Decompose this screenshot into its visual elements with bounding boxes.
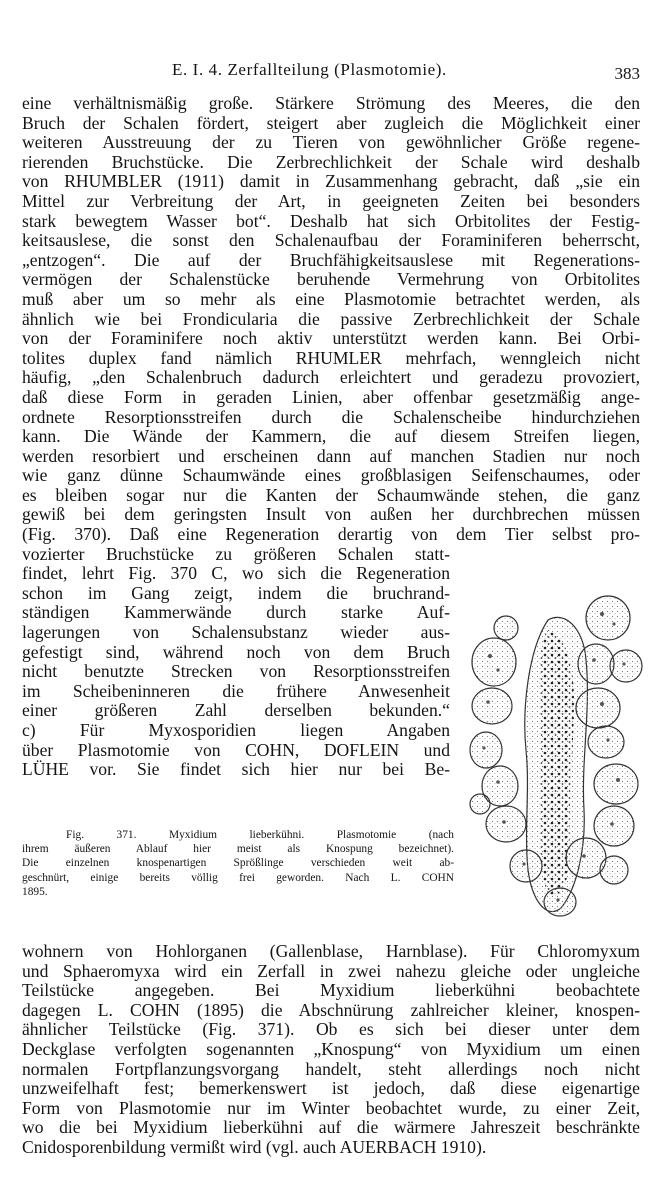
text-line: muß aber um so mehr als eine Plasmotomie betrachtet werden, als (22, 288, 640, 309)
text-line: es bleiben sogar nur die Kanten der Schaumwände stehen, die ganz (22, 484, 640, 505)
wrapped-lines (22, 545, 450, 780)
text-line: Deckglase verfolgten sogenannten „Knospung“ von Myxidium um einen (22, 1038, 640, 1059)
text-line: wohnern von Hohlorganen (Gallenblase, Harnblase). Für Chloromyxum (22, 941, 640, 961)
myxidium-drawing (466, 590, 656, 920)
text-line: einer größeren Zahl derselben bekunden.“ (22, 700, 450, 721)
text-line: Cnidosporenbildung vermißt wird (vgl. auch AUERBACH 1910). (22, 1136, 487, 1157)
text-line: wie ganz dünne Schaumwände eines großblasigen Seifenschaumes, oder (22, 465, 640, 486)
text-line: lagerungen von Schalensubstanz wieder aus- (22, 622, 450, 643)
text-line: rierenden Bruchstücke. Die Zerbrechlichkeit der Schale wird deshalb (22, 151, 640, 172)
text-line: tolites duplex fand nämlich RHUMLER mehrfach, wenngleich nicht (22, 347, 640, 368)
text-line: normalen Fortpflanzungsvorgang handelt, steht allerdings noch nicht (22, 1058, 640, 1079)
text-line: Form von Plasmotomie nur im Winter beobachtet wurde, zu einer Zeit, (22, 1097, 640, 1118)
text-line: dagegen L. COHN (1895) die Abschnürung zahlreicher kleiner, knospen- (22, 999, 640, 1020)
text-line: von der Foraminifere noch aktiv unterstützt werden kann. Bei Orbi- (22, 328, 640, 349)
text-line: Mittel zur Verbreitung der Art, in geeigneten Zeiten bei besonders (22, 190, 640, 211)
text-line: von RHUMBLER (1911) damit in Zusammenhang gebracht, daß „sie ein (22, 171, 640, 192)
text-line: nicht benutzte Strecken von Resorptionsstreifen (22, 661, 450, 682)
text-line: schon im Gang zeigt, indem die bruchrand- (22, 582, 450, 603)
text-line: LÜHE vor. Sie findet sich hier nur bei Be- (22, 759, 450, 780)
text-line: und Sphaeromyxa wird ein Zerfall in zwei nahezu gleiche oder ungleiche (22, 960, 640, 981)
text-line: keitsauslese, die sonst den Schalenaufbau der Foraminiferen beherrscht, (22, 230, 640, 251)
text-line: Teilstücke angegeben. Bei Myxidium lieberkühni beobachtete (22, 980, 640, 1001)
text-line: stark bewegtem Wasser bot“. Deshalb hat sich Orbitolites der Festig- (22, 210, 640, 231)
caption-line: ihrem äußeren Ablauf hier meist als Knospung bezeichnet). (22, 843, 454, 856)
page-number: 383 (614, 64, 640, 83)
text-line: über Plasmotomie von COHN, DOFLEIN und (22, 739, 450, 760)
text-line: (Fig. 370). Daß eine Regeneration derartig von dem Tier selbst pro- (22, 524, 640, 545)
text-line: häufig, „den Schalenbruch dadurch erleichtert und geradezu provoziert, (22, 367, 640, 388)
caption-line: Fig. 371. Myxidium lieberkühni. Plasmotomie (nach (66, 829, 454, 841)
text-line: ähnlich wie bei Frondicularia die passive Zerbrechlichkeit der Schale (22, 308, 640, 329)
text-line: Bruch der Schalen fördert, steigert aber zugleich die Möglichkeit einer (22, 112, 640, 133)
figure-371-illustration (466, 590, 656, 920)
text-line: vermögen der Schalenstücke beruhende Vermehrung von Orbitolites (22, 269, 640, 290)
caption-line: geschnürt, einige bereits völlig frei geworden. Nach L. COHN (22, 871, 454, 884)
text-line: ständigen Kammerwände durch starke Auf- (22, 602, 450, 623)
text-line: wo die bei Myxidium lieberkühni auf die wärmere Jahreszeit beschränkte (22, 1117, 640, 1138)
text-line: c) Für Myxosporidien liegen Angaben (22, 720, 450, 740)
text-line: findet, lehrt Fig. 370 C, wo sich die Regeneration (22, 563, 450, 584)
full-width-lines (22, 94, 640, 545)
caption-line: 1895. (22, 885, 48, 898)
text-line: daß diese Form in geraden Linien, aber offenbar gesetzmäßig ange- (22, 386, 640, 407)
text-line: „entzogen“. Die auf der Bruchfähigkeitsauslese mit Regenerations- (22, 249, 640, 270)
text-line: ordnete Resorptionsstreifen durch die Schalenscheibe hindurchziehen (22, 406, 640, 427)
text-line: werden resorbiert und erscheinen dann auf manchen Stadien nur noch (22, 445, 640, 466)
body-text-bottom (22, 942, 640, 1158)
page-header (22, 60, 640, 88)
text-line: vozierter Bruchstücke zu größeren Schalen statt- (22, 543, 450, 564)
figure-caption (22, 828, 454, 899)
running-title: E. I. 4. Zerfallteilung (Plasmotomie). (172, 60, 447, 79)
text-line: gefestigt sind, während noch von dem Bruch (22, 641, 450, 662)
text-line: weiteren Ausstreuung der zu Tieren von gewöhnlicher Größe regene- (22, 132, 640, 153)
text-line: ähnlicher Teilstücke (Fig. 371). Ob es sich bei dieser unter dem (22, 1019, 640, 1040)
text-line: unzweifelhaft fest; bemerkenswert ist jedoch, daß diese eigenartige (22, 1078, 640, 1099)
text-line: kann. Die Wände der Kammern, die auf diesem Streifen liegen, (22, 426, 640, 447)
text-line: eine verhältnismäßig große. Stärkere Strömung des Meeres, die den (22, 93, 640, 113)
text-line: gewiß bei dem geringsten Insult von außen her durchbrechen müssen (22, 504, 640, 525)
text-line: im Scheibeninneren die frühere Anwesenheit (22, 680, 450, 701)
caption-line: Die einzelnen knospenartigen Sprößlinge verschieden weit ab- (22, 857, 454, 870)
